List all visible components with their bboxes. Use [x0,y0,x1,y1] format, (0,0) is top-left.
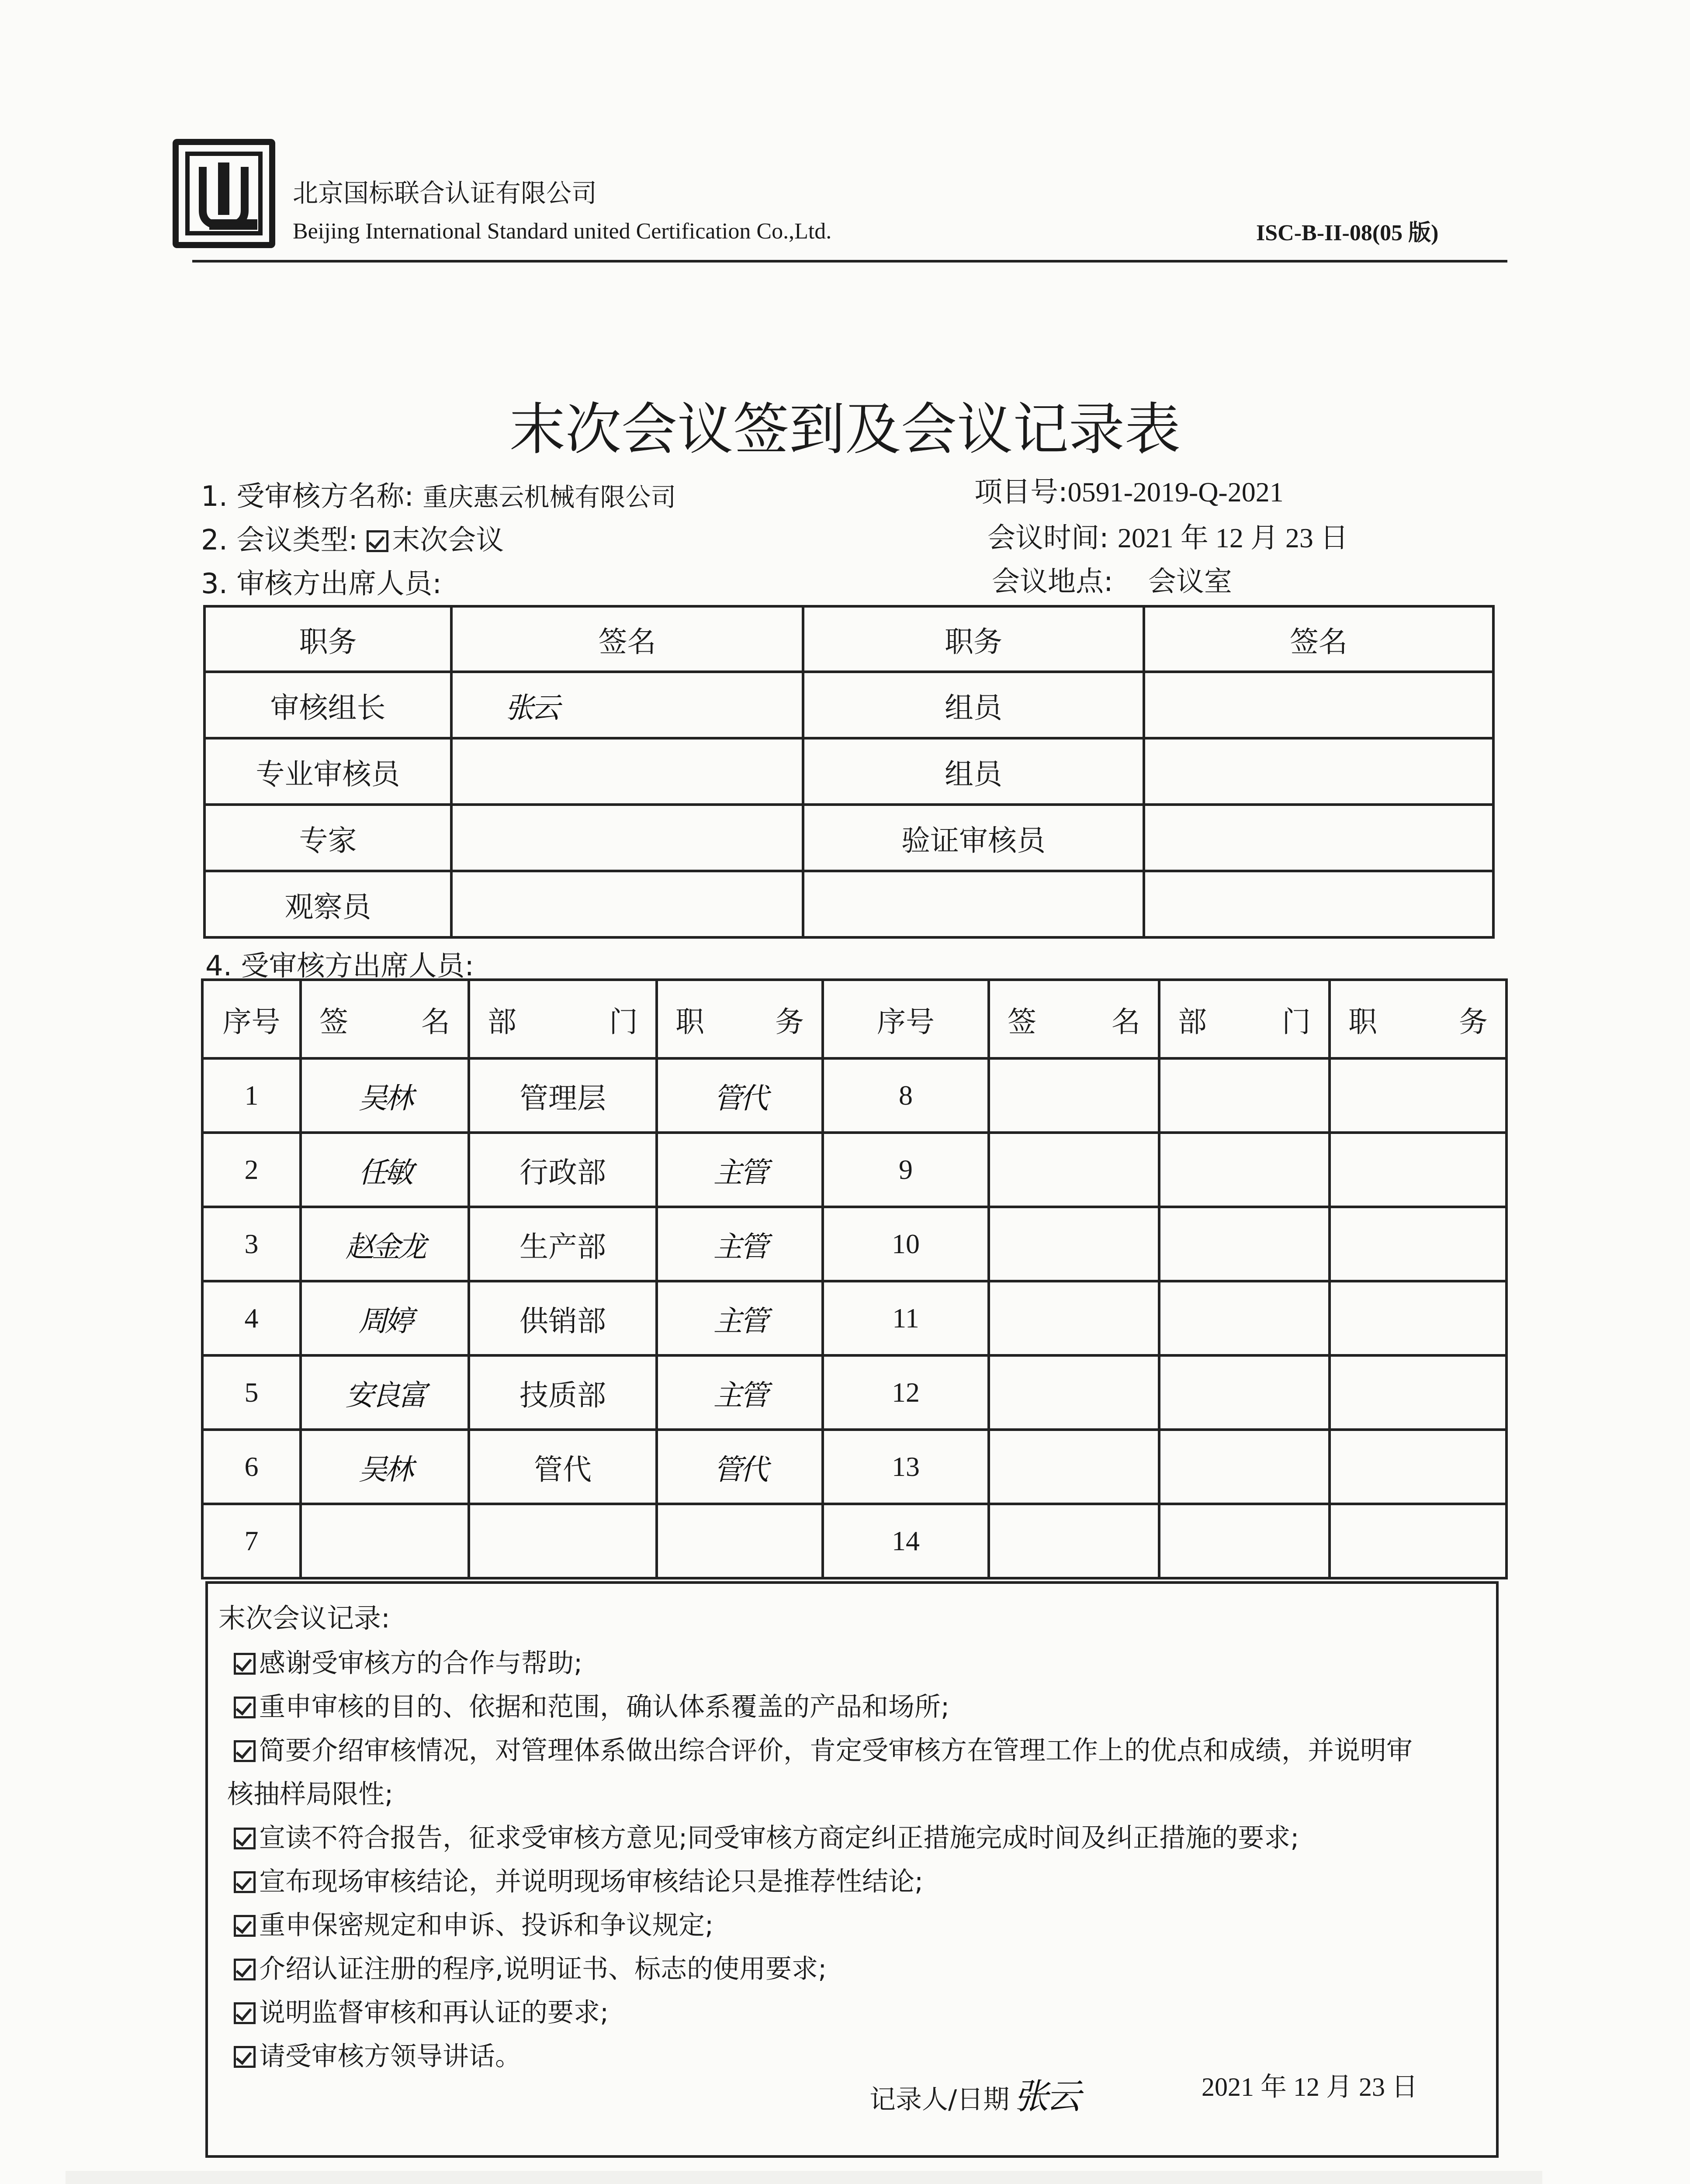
role-cell: 审核组长 [204,672,451,738]
company-name-cn: 北京国标联合认证有限公司 [293,178,597,208]
table-row [204,871,1493,937]
department-cell: 行政部 [469,1133,657,1207]
header-dept [469,980,657,1058]
minutes-item [234,1904,713,1942]
table-row [202,1281,1506,1355]
meeting-type-label: 2. 会议类型: [201,524,358,556]
header-dept-a: 部 [488,1005,516,1039]
minutes-item [234,1817,1299,1855]
role-cell [657,1504,823,1578]
department-cell [1159,1058,1330,1133]
header-dept-b: 门 [609,1005,638,1039]
department-cell [1159,1504,1330,1578]
header-dept-a: 部 [1178,1005,1207,1039]
signature-cell: 任敏 [301,1133,469,1207]
checkbox-checked-icon [234,1697,256,1718]
table-row [202,1058,1506,1133]
role-cell: 主管 [657,1133,823,1207]
department-cell: 技质部 [469,1355,657,1430]
checkbox-checked-icon [234,1740,256,1762]
role-cell: 管代 [657,1058,823,1133]
signature-cell [1144,672,1493,738]
role-cell: 组员 [803,672,1144,738]
row-number: 2 [202,1133,301,1207]
role-cell: 专业审核员 [204,738,451,805]
table-row [204,805,1493,871]
signature-cell: 吴林 [301,1058,469,1133]
header-role: 职务 [803,606,1144,672]
row-number: 13 [823,1430,989,1504]
checkbox-checked-icon [234,1653,256,1675]
role-cell [803,871,1144,937]
meeting-type-value: 末次会议 [392,524,504,556]
table-row [202,1133,1506,1207]
header-sign [989,980,1159,1058]
department-cell [1159,1430,1330,1504]
auditee-value: 重庆惠云机械有限公司 [422,482,676,512]
project-line [974,470,1284,510]
document-title: 末次会议签到及会议记录表 [509,397,1181,462]
checkbox-checked-icon [234,1871,256,1893]
auditor-attendance-table [203,605,1495,939]
minutes-item-text: 简要介绍审核情况，对管理体系做出综合评价，肯定受审核方在管理工作上的优点和成绩，并说明审 [259,1735,1413,1766]
minutes-item-continuation: 核抽样局限性; [227,1779,394,1810]
row-number: 11 [823,1281,989,1355]
recorder-label: 记录人/日期 [869,2084,1010,2115]
role-cell: 主管 [657,1281,823,1355]
department-cell [469,1504,657,1578]
table-row [204,672,1493,738]
row-number: 9 [823,1133,989,1207]
header-role [1330,980,1506,1058]
signature-cell: 周婷 [301,1281,469,1355]
header-no: 序号 [823,980,989,1058]
role-cell: 主管 [657,1355,823,1430]
signature-cell: 吴林 [301,1430,469,1504]
checkbox-checked-icon [234,1915,256,1937]
signature-cell [1144,738,1493,805]
row-number: 1 [202,1058,301,1133]
minutes-item-text: 宣布现场审核结论，并说明现场审核结论只是推荐性结论; [259,1866,924,1897]
department-cell: 生产部 [469,1207,657,1281]
header-role-b: 务 [775,1005,804,1039]
department-cell: 供销部 [469,1281,657,1355]
minutes-item [234,2035,521,2073]
minutes-item-text: 感谢受审核方的合作与帮助; [259,1648,583,1679]
header-role-a: 职 [1348,1005,1377,1039]
checkbox-checked-icon [234,1959,256,1980]
department-cell [1159,1133,1330,1207]
minutes-item [234,1730,1413,1767]
signature-cell: 安良富 [301,1355,469,1430]
recorder-date: 2021 年 12 月 23 日 [1202,2073,1418,2101]
header-divider [192,260,1507,263]
minutes-item [234,1861,923,1898]
signature-cell [989,1133,1159,1207]
signature-cell [451,738,803,805]
header-sign [301,980,469,1058]
meeting-time-label: 会议时间: [987,522,1109,554]
row-number: 4 [202,1281,301,1355]
row-number: 10 [823,1207,989,1281]
logo-mark-icon [179,145,269,242]
role-cell [1330,1355,1506,1430]
signature-cell [301,1504,469,1578]
checkbox-checked-icon [234,2002,256,2024]
table-row [202,1355,1506,1430]
row-number: 5 [202,1355,301,1430]
department-cell: 管代 [469,1430,657,1504]
header-sign-a: 签 [1008,1005,1036,1039]
signature-cell: 张云 [451,672,803,738]
signature-cell [451,871,803,937]
meeting-place-line [992,559,1232,599]
table-row [202,1504,1506,1578]
table-row [202,1207,1506,1281]
minutes-item-text: 宣读不符合报告，征求受审核方意见;同受审核方商定纠正措施完成时间及纠正措施的要求; [259,1823,1299,1853]
header-role: 职务 [204,606,451,672]
minutes-item [234,1992,609,2029]
role-cell: 主管 [657,1207,823,1281]
minutes-title: 末次会议记录: [218,1602,390,1634]
meeting-place-label: 会议地点: [992,566,1113,598]
signature-cell [989,1058,1159,1133]
role-cell: 管代 [657,1430,823,1504]
header-role-a: 职 [675,1005,704,1039]
auditee-label: 1. 受审核方名称: [201,480,414,513]
meeting-time-line [987,515,1348,556]
table-header-row [202,980,1506,1058]
minutes-item [234,1686,949,1724]
header-sign: 签名 [451,606,803,672]
role-cell [1330,1430,1506,1504]
row-number: 7 [202,1504,301,1578]
signature-cell [989,1430,1159,1504]
header-role-b: 务 [1459,1005,1488,1039]
checkbox-checked-icon [234,1828,256,1849]
signature-cell [989,1281,1159,1355]
signature-cell [1144,805,1493,871]
table-header-row [204,606,1493,672]
header-sign-a: 签 [319,1005,348,1039]
auditee-line [201,474,676,514]
role-cell [1330,1207,1506,1281]
auditor-attendees-label: 3. 审核方出席人员: [201,568,442,600]
header-dept [1159,980,1330,1058]
header-sign-b: 名 [1112,1005,1140,1039]
header-dept-b: 门 [1282,1005,1311,1039]
row-number: 14 [823,1504,989,1578]
department-cell [1159,1355,1330,1430]
minutes-item-text: 重申审核的目的、依据和范围，确认体系覆盖的产品和场所; [259,1692,950,1722]
project-value: 0591-2019-Q-2021 [1067,477,1284,508]
meeting-type-line [201,518,504,558]
signature-cell [989,1504,1159,1578]
header-sign-b: 名 [421,1005,450,1039]
role-cell: 验证审核员 [803,805,1144,871]
signature-cell: 赵金龙 [301,1207,469,1281]
minutes-item-text: 介绍认证注册的程序,说明证书、标志的使用要求; [259,1954,827,1984]
header-sign: 签名 [1144,606,1493,672]
recorder-line [869,2068,1078,2118]
role-cell: 组员 [803,738,1144,805]
minutes-item [234,1948,827,1986]
department-cell: 管理层 [469,1058,657,1133]
role-cell: 观察员 [204,871,451,937]
meeting-place-value: 会议室 [1148,566,1232,598]
scan-shadow-band [66,2171,1542,2184]
minutes-item [234,1642,582,1680]
header-role [657,980,823,1058]
checkbox-checked-icon [234,2046,256,2068]
signature-cell [989,1355,1159,1430]
company-name-en: Beijing International Standard united Certification Co.,Ltd. [293,219,832,244]
row-number: 3 [202,1207,301,1281]
company-logo [173,139,275,248]
row-number: 8 [823,1058,989,1133]
auditee-attendees-label: 4. 受审核方出席人员: [205,950,474,982]
row-number: 6 [202,1430,301,1504]
checkbox-checked-icon [367,530,388,552]
table-row [204,738,1493,805]
minutes-item-text: 说明监督审核和再认证的要求; [259,1997,609,2028]
signature-cell [451,805,803,871]
signature-cell [989,1207,1159,1281]
role-cell [1330,1133,1506,1207]
meeting-time-value: 2021 年 12 月 23 日 [1117,522,1348,553]
role-cell [1330,1504,1506,1578]
row-number: 12 [823,1355,989,1430]
signature-cell [1144,871,1493,937]
department-cell [1159,1207,1330,1281]
minutes-item-text: 请受审核方领导讲话。 [259,2041,521,2072]
role-cell: 专家 [204,805,451,871]
auditee-attendance-table [201,978,1508,1579]
recorder-signature: 张云 [1014,2076,1079,2117]
form-code: ISC-B-II-08(05 版) [1256,221,1439,245]
table-row [202,1430,1506,1504]
role-cell [1330,1281,1506,1355]
minutes-item-text: 重申保密规定和申诉、投诉和争议规定; [259,1910,714,1941]
header-no: 序号 [202,980,301,1058]
department-cell [1159,1281,1330,1355]
role-cell [1330,1058,1506,1133]
project-label: 项目号: [974,476,1068,508]
